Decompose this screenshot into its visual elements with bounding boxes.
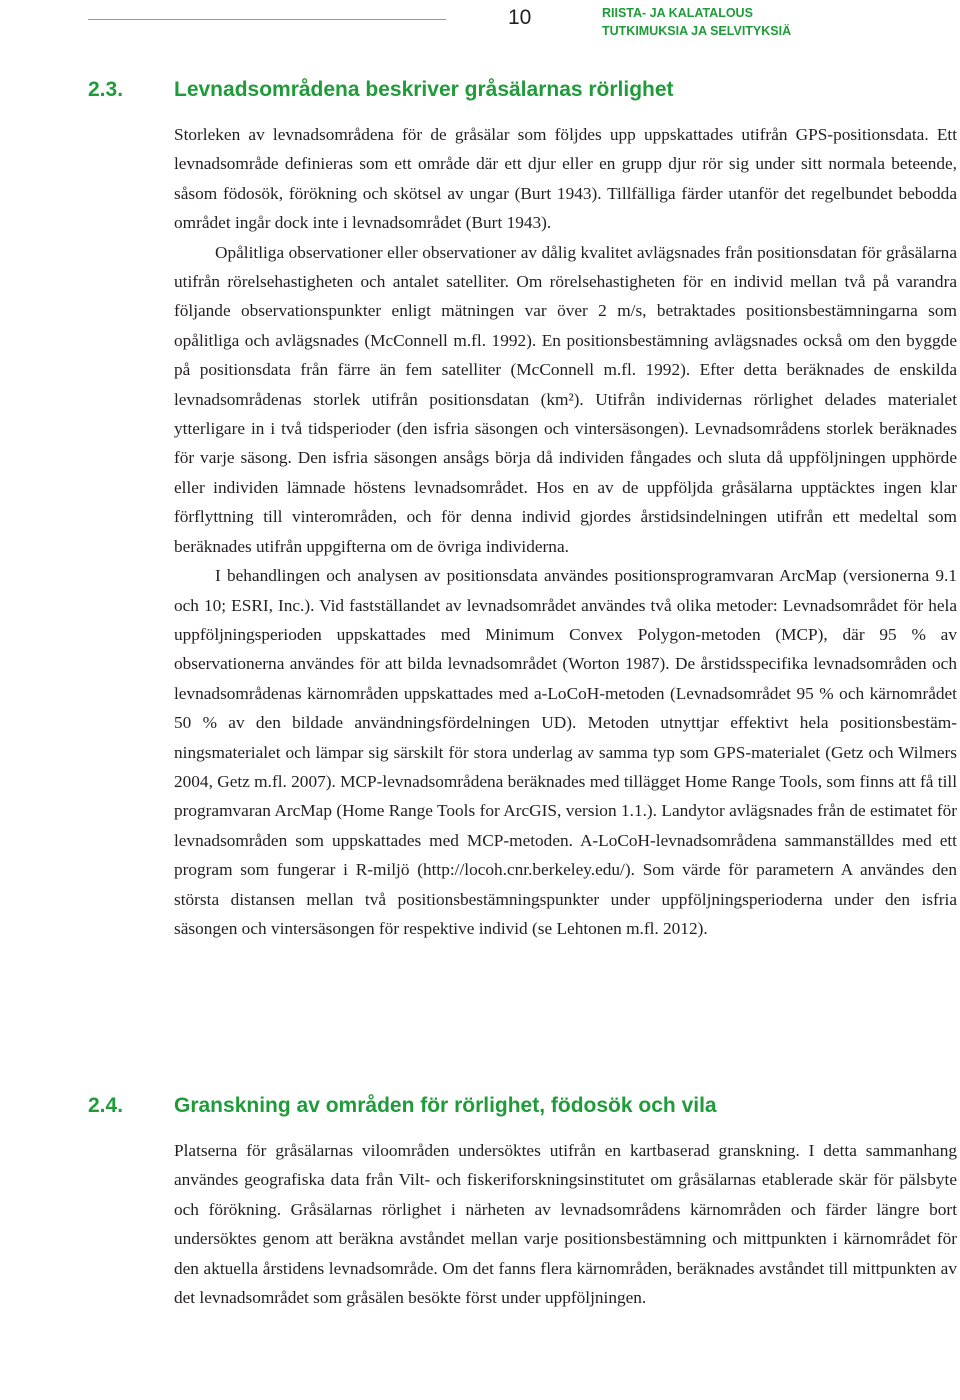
section-title: Granskning av områden för rörlighet, födosök och vila (174, 1094, 717, 1117)
paragraph: Opålitliga observationer eller observationer av dålig kvalitet avlägsnades från positionsdatan för gråsälarna utifrån rörelsehastigheten och antalet satelliter. Om rörelsehastigheten för en individ mellan två på varandra följande observationspunkter enligt mätningen var över 2 m/s, betraktades positionsbestämningarna som opålitliga och avlägsnades (McConnell m.fl. 1992). En positionsbestämning avlägsnades också om den byggde på positionsdata från färre än fem satelliter (McConnell m.fl. 1992). Efter detta beräknades de enskilda levnadsområdenas storlek utifrån positionsdatan (km²). Utifrån individernas rörlighet delades materialet ytterligare in i två tidsperioder (den isfria säsongen och vintersäsongen). Levnadsområdens storlek beräknades för varje säsong. Den isfria säsongen ansågs börja då individen fångades och sluta då uppföljningen upphörde eller individen lämnade höstens levnadsområdet. Hos en av de uppföljda gråsälarna upptäcktes ingen klar förflyttning till vinterområden, och för denna individ gjordes årstidsindelningen utifrån ett medeltal som beräknades utifrån uppgifterna om de övriga individerna. (174, 242, 957, 556)
paragraph: I behandlingen och analysen av positionsdata användes positionsprogramvaran ArcMap (versionerna 9.1 och 10; ESRI, Inc.). Vid fastställandet av levnadsområdet användes två olika metoder: Levnadsområdet för hela uppföljningsperioden uppskattades med Minimum Convex Polygon-metoden (MCP), där 95 % av observationerna användes för att bilda levnadsområdet (Worton 1987). De årstidsspecifika levnadsområden och levnadsområdenas kärnområden uppskattades med a-LoCoH-metoden (Levnadsområdet 95 % och kärnområdet 50 % av den bildade användningsfördelningen UD). Metoden utnyttjar effektivt hela positionsbestämningsmaterialet och lämpar sig särskilt för stora underlag av samma typ som GPS-materialet (Getz och Wilmers 2004, Getz m.fl. 2007). MCP-levnadsområdena beräknades med tillägget Home Range Tools, som finns att få till programvaran ArcMap (Home Range Tools for ArcGIS, version 1.1.). Landytor avlägsnades från de estimatet för levnadsområden som uppskattades med MCP-metoden. A-LoCoH-levnadsområdena sammanställdes med ett program som fungerar i R-miljö (http://locoh.cnr.berkeley.edu/). Som värde för parametern A användes den största distansen mellan två positionsbestämningspunkter under uppföljningsperioderna under den isfria säsongen och vintersäsongen för respektive individ (se Lehtonen m.fl. 2012). (174, 566, 957, 938)
page-number: 10 (508, 6, 532, 29)
running-head-line-2: TUTKIMUKSIA JA SELVITYKSIÄ (602, 24, 792, 38)
section-number: 2.4. (88, 1094, 124, 1117)
section-body-2-4 (174, 1136, 957, 1312)
running-head (602, 4, 791, 40)
section-body-2-3 (174, 120, 957, 943)
section-heading-2-3 (88, 78, 948, 102)
section-heading-2-4 (88, 1094, 948, 1118)
section-title: Levnadsområdena beskriver gråsälarnas rörlighet (174, 78, 674, 101)
paragraph: Platserna för gråsälarnas viloområden undersöktes utifrån en kartbaserad granskning. I detta sammanhang användes geografiska data från Vilt- och fiskeriforskningsinstitutet om gråsälarnas etablerade skär för pälsbyte och förökning. Gråsälarnas rörlighet i närheten av levnadsområdens kärnområden och färder längre bort undersöktes genom att beräkna avståndet mellan varje positionsbestämning och mittpunkten i kärnområdet för den aktuella årstidens levnadsområde. Om det fanns flera kärnområden, beräknades avståndet till mittpunkten av det levnadsområdet som gråsälen besökte först under uppföljningen. (174, 1141, 957, 1308)
paragraph: Storleken av levnadsområdena för de gråsälar som följdes upp uppskattades utifrån GPS-positionsdata. Ett levnadsområde definieras som ett område där ett djur eller en grupp djur rör sig under sitt normala beteende, såsom födosök, förökning och skötsel av ungar (Burt 1943). Tillfälliga färder utanför det regelbundet bebodda området ingår dock inte i levnadsområdet (Burt 1943). (174, 125, 957, 233)
header-rule (88, 19, 446, 20)
running-head-line-1: RIISTA- JA KALATALOUS (602, 6, 753, 20)
section-number: 2.3. (88, 78, 124, 101)
